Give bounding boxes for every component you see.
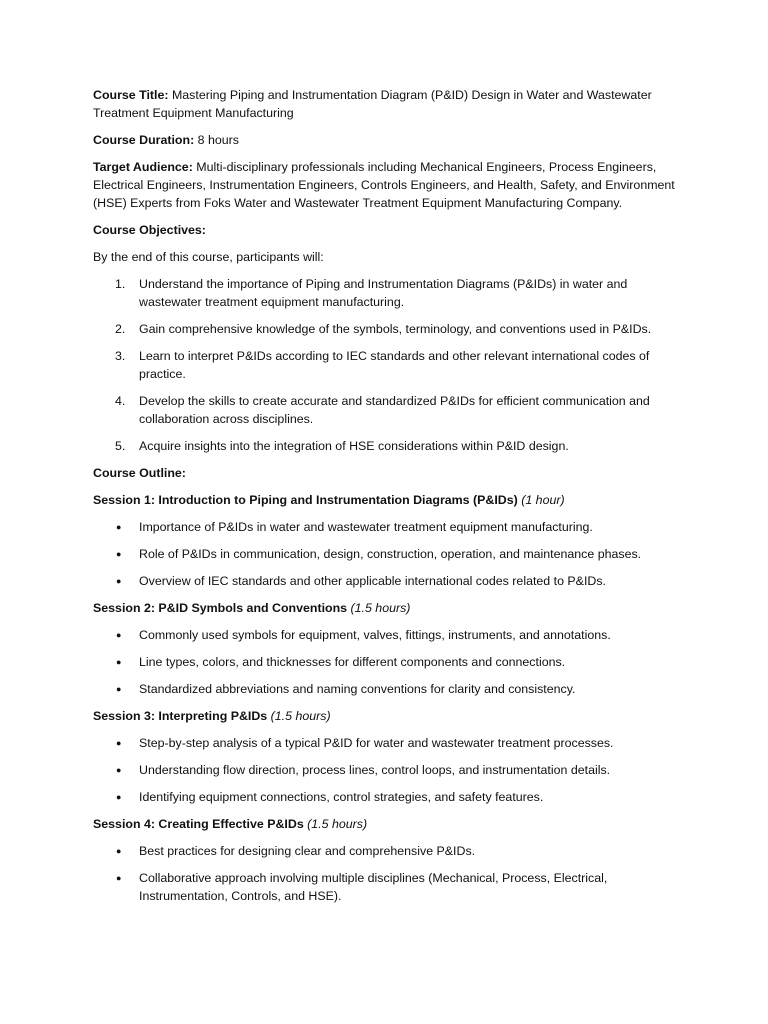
session-duration: (1.5 hours) (270, 709, 331, 723)
list-item-text: Role of P&IDs in communication, design, construction, operation, and maintenance phases. (139, 547, 642, 561)
session-bullet-list (93, 734, 683, 806)
bullet-icon: ● (116, 576, 122, 586)
bullet-icon: ● (116, 873, 122, 883)
list-item (93, 518, 683, 536)
session-heading (93, 815, 683, 833)
list-item-text: Line types, colors, and thicknesses for different components and connections. (139, 655, 566, 669)
objective-number: 3. (115, 349, 126, 363)
session-title: Session 1: Introduction to Piping and Instrumentation Diagrams (P&IDs) (93, 493, 518, 507)
session-heading (93, 599, 683, 617)
list-item-text: Collaborative approach involving multiple disciplines (Mechanical, Process, Electrical, Instrumentation, Controls, and HSE). (139, 871, 608, 903)
list-item (93, 842, 683, 860)
session-duration: (1.5 hours) (307, 817, 368, 831)
objective-item (93, 320, 683, 338)
session-bullet-list (93, 518, 683, 590)
list-item-text: Overview of IEC standards and other applicable international codes related to P&IDs. (139, 574, 606, 588)
objectives-list (93, 275, 683, 455)
bullet-icon: ● (116, 738, 122, 748)
objective-text: Develop the skills to create accurate and standardized P&IDs for efficient communication and collaboration across disciplines. (139, 394, 650, 426)
target-audience-label: Target Audience: (93, 160, 193, 174)
objective-item (93, 347, 683, 383)
course-title-value: Mastering Piping and Instrumentation Diagram (P&ID) Design in Water and Wastewater Treatment Equipment Manufacturing (93, 88, 652, 120)
session-title: Session 3: Interpreting P&IDs (93, 709, 268, 723)
session-duration: (1.5 hours) (350, 601, 411, 615)
document-page (93, 86, 683, 914)
session-duration: (1 hour) (521, 493, 565, 507)
list-item (93, 761, 683, 779)
objective-item (93, 437, 683, 455)
bullet-icon: ● (116, 792, 122, 802)
objective-number: 4. (115, 394, 126, 408)
list-item-text: Step-by-step analysis of a typical P&ID for water and wastewater treatment processes. (139, 736, 614, 750)
session-heading (93, 491, 683, 509)
objective-number: 2. (115, 322, 126, 336)
objective-text: Learn to interpret P&IDs according to IEC standards and other relevant international codes of practice. (139, 349, 650, 381)
list-item (93, 734, 683, 752)
bullet-icon: ● (116, 846, 122, 856)
session-title: Session 4: Creating Effective P&IDs (93, 817, 304, 831)
course-duration-paragraph (93, 131, 683, 149)
list-item-text: Identifying equipment connections, control strategies, and safety features. (139, 790, 544, 804)
session-title: Session 2: P&ID Symbols and Conventions (93, 601, 348, 615)
session-bullet-list (93, 626, 683, 698)
objective-number: 5. (115, 439, 126, 453)
target-audience-value: Multi-disciplinary professionals including Mechanical Engineers, Process Engineers, Electrical Engineers, Instrumentation Engineers, Controls Engineers, and Health, Safety, and Environment (HSE) Experts from Foks Water and Wastewater Treatment Equipment Manufacturing Company. (93, 160, 675, 210)
list-item (93, 869, 683, 905)
course-duration-value: 8 hours (197, 133, 239, 147)
list-item (93, 545, 683, 563)
bullet-icon: ● (116, 549, 122, 559)
objective-text: Gain comprehensive knowledge of the symbols, terminology, and conventions used in P&IDs. (139, 322, 652, 336)
list-item (93, 572, 683, 590)
bullet-icon: ● (116, 522, 122, 532)
course-title-label: Course Title: (93, 88, 169, 102)
objective-item (93, 392, 683, 428)
objective-text: Understand the importance of Piping and Instrumentation Diagrams (P&IDs) in water and wastewater treatment equipment manufacturing. (139, 277, 628, 309)
list-item-text: Importance of P&IDs in water and wastewater treatment equipment manufacturing. (139, 520, 593, 534)
list-item (93, 626, 683, 644)
objective-item (93, 275, 683, 311)
list-item-text: Standardized abbreviations and naming conventions for clarity and consistency. (139, 682, 576, 696)
bullet-icon: ● (116, 657, 122, 667)
bullet-icon: ● (116, 684, 122, 694)
bullet-icon: ● (116, 765, 122, 775)
objective-text: Acquire insights into the integration of HSE considerations within P&ID design. (139, 439, 569, 453)
list-item (93, 653, 683, 671)
list-item (93, 680, 683, 698)
outline-heading: Course Outline: (93, 466, 186, 480)
session-bullet-list (93, 842, 683, 905)
objective-number: 1. (115, 277, 126, 291)
course-duration-label: Course Duration: (93, 133, 195, 147)
list-item-text: Understanding flow direction, process lines, control loops, and instrumentation details. (139, 763, 611, 777)
list-item (93, 788, 683, 806)
objectives-intro: By the end of this course, participants will: (93, 250, 324, 264)
target-audience-paragraph (93, 158, 683, 212)
session-heading (93, 707, 683, 725)
list-item-text: Commonly used symbols for equipment, valves, fittings, instruments, and annotations. (139, 628, 611, 642)
objectives-heading: Course Objectives: (93, 223, 206, 237)
bullet-icon: ● (116, 630, 122, 640)
list-item-text: Best practices for designing clear and comprehensive P&IDs. (139, 844, 476, 858)
course-title-paragraph (93, 86, 683, 122)
